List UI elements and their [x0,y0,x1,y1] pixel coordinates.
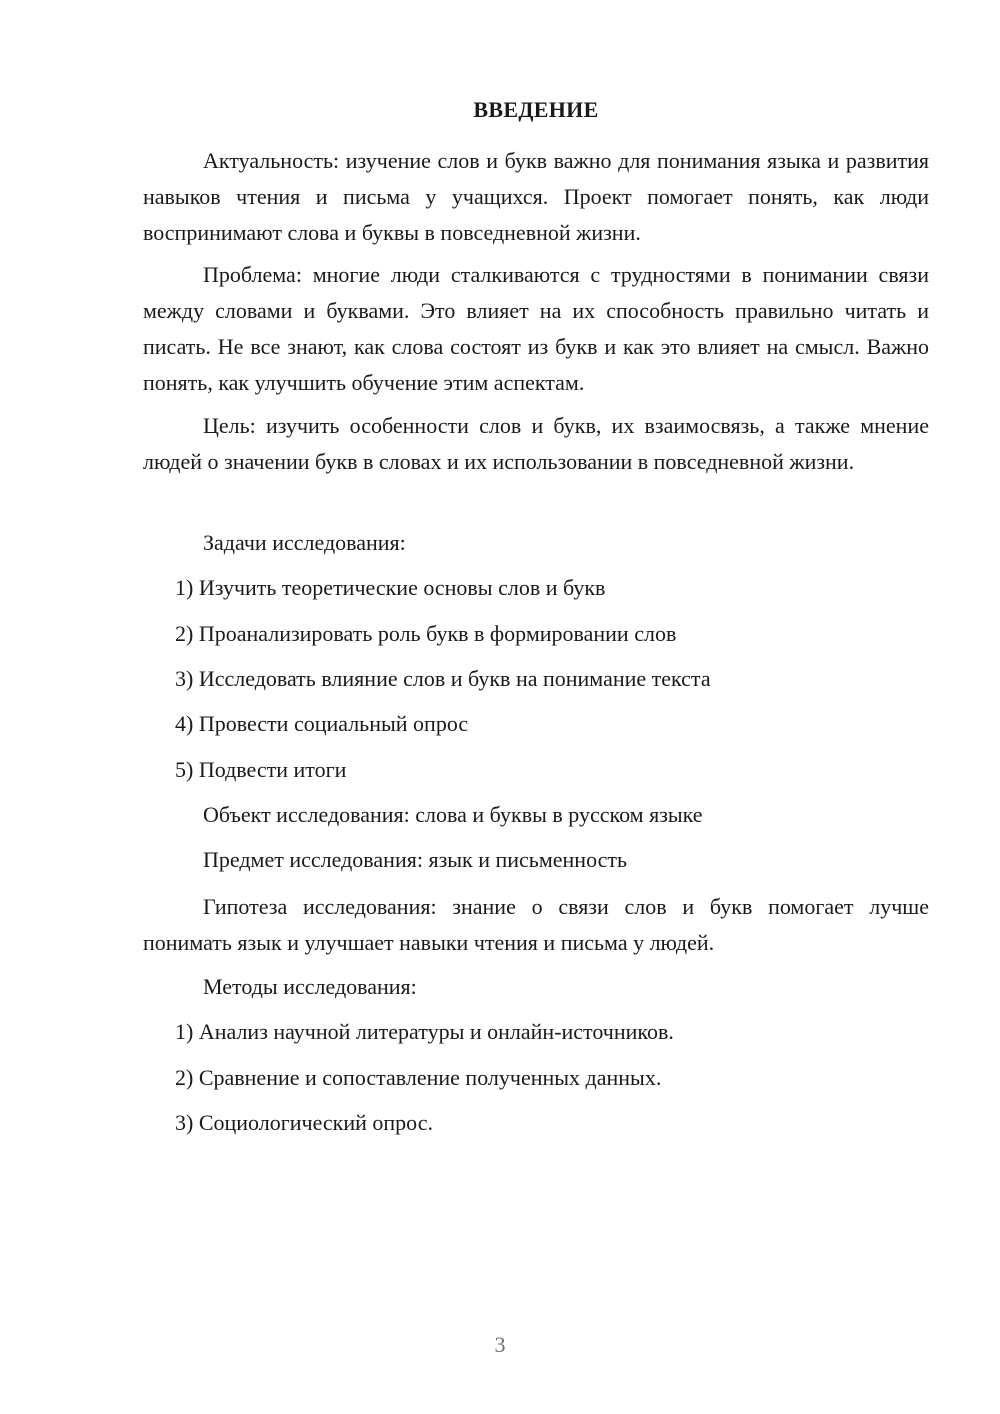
relevance-paragraph: Актуальность: изучение слов и букв важно для понимания языка и развития навыков чтения и письма у учащихся. Проект помогает понять, как люди воспринимают слова и буквы в повседневной жизни. [143,148,929,245]
task-item: 1) Изучить теоретические основы слов и букв [175,575,606,600]
hypothesis-paragraph: Гипотеза исследования: знание о связи слов и букв помогает лучше понимать язык и улучшает навыки чтения и письма у людей. [143,894,929,955]
research-object: Объект исследования: слова и буквы в русском языке [203,802,703,827]
method-item: 1) Анализ научной литературы и онлайн-источников. [175,1019,674,1044]
document-page [143,0,929,1414]
page-number: 3 [494,1332,506,1357]
tasks-heading: Задачи исследования: [203,530,406,555]
goal-paragraph: Цель: изучить особенности слов и букв, их взаимосвязь, а также мнение людей о значении букв в словах и их использовании в повседневной жизни. [143,413,929,474]
method-item: 3) Социологический опрос. [175,1110,433,1135]
task-item: 5) Подвести итоги [175,757,347,782]
methods-heading: Методы исследования: [203,974,417,999]
problem-paragraph: Проблема: многие люди сталкиваются с трудностями в понимании связи между словами и буквами. Это влияет на их способность правильно читать и писать. Не все знают, как слова состоят из букв и как это влияет на смысл. Важно понять, как улучшить обучение этим аспектам. [143,262,929,395]
task-item: 2) Проанализировать роль букв в формировании слов [175,621,677,646]
task-item: 3) Исследовать влияние слов и букв на понимание текста [175,666,711,691]
research-subject: Предмет исследования: язык и письменность [203,847,628,872]
section-title: ВВЕДЕНИЕ [473,97,599,122]
task-item: 4) Провести социальный опрос [175,711,469,736]
method-item: 2) Сравнение и сопоставление полученных данных. [175,1065,662,1090]
